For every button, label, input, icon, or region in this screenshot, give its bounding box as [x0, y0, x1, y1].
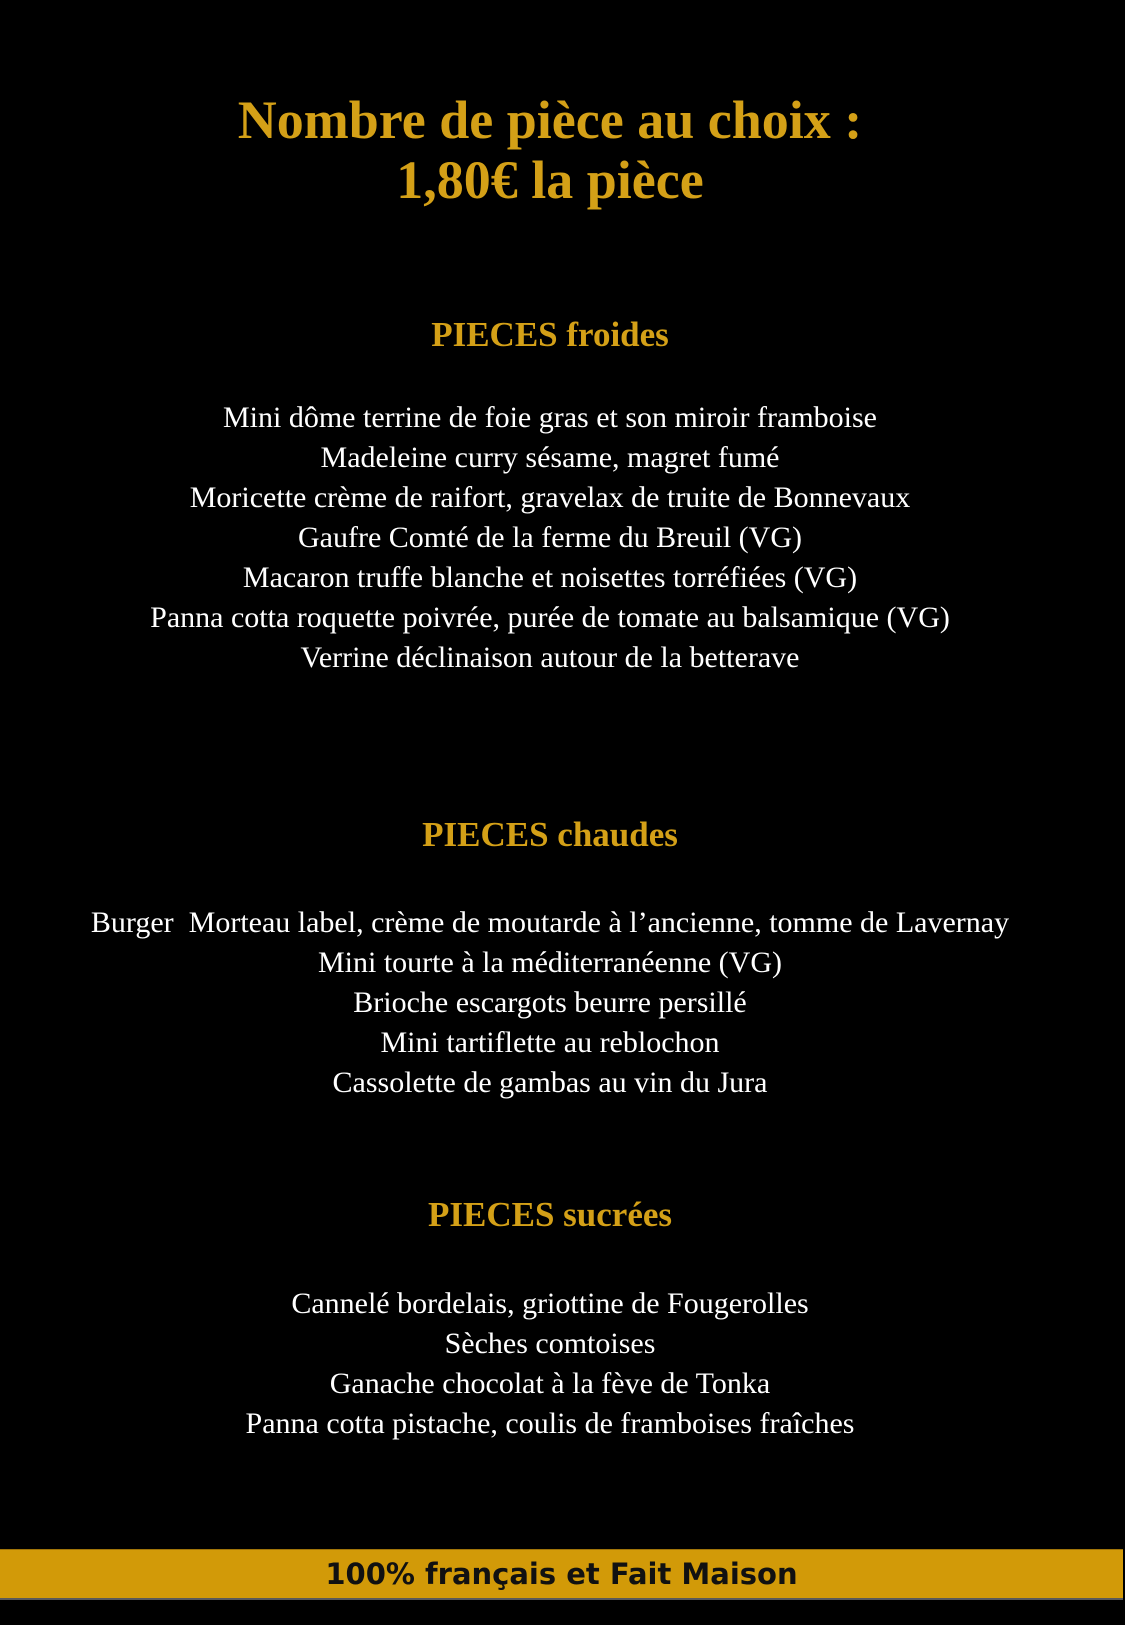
section-title-chaudes: PIECES chaudes: [422, 815, 678, 854]
list-item: Sèches comtoises: [444, 1327, 656, 1360]
title-line-1: Nombre de pièce au choix :: [237, 90, 863, 150]
list-item: Burger Morteau label, crème de moutarde à l’ancienne, tomme de Lavernay: [90, 906, 1010, 939]
list-item: Mini dôme terrine de foie gras et son miroir framboise: [223, 401, 877, 434]
list-item: Mini tartiflette au reblochon: [380, 1026, 720, 1059]
title-line-2: 1,80€ la pièce: [396, 150, 704, 210]
section-title-sucrees: PIECES sucrées: [427, 1195, 673, 1234]
section-list-froides: [0, 398, 1100, 678]
section-list-sucrees: [0, 1284, 1100, 1444]
list-item: Cannelé bordelais, griottine de Fougerolles: [291, 1287, 809, 1320]
list-item: Panna cotta pistache, coulis de framboises fraîches: [245, 1407, 855, 1440]
section-title-froides: PIECES froides: [431, 315, 669, 354]
list-item: Brioche escargots beurre persillé: [353, 986, 747, 1019]
list-item: Mini tourte à la méditerranéenne (VG): [318, 946, 782, 979]
list-item: Macaron truffe blanche et noisettes torréfiées (VG): [242, 561, 858, 594]
list-item: Cassolette de gambas au vin du Jura: [332, 1066, 768, 1099]
list-item: Madeleine curry sésame, magret fumé: [320, 441, 780, 474]
list-item: Moricette crème de raifort, gravelax de truite de Bonnevaux: [189, 481, 911, 514]
list-item: Ganache chocolat à la fève de Tonka: [329, 1367, 771, 1400]
list-item: Panna cotta roquette poivrée, purée de tomate au balsamique (VG): [150, 601, 950, 634]
fait-maison-banner: 100% français et Fait Maison: [0, 1549, 1123, 1600]
list-item: Gaufre Comté de la ferme du Breuil (VG): [298, 521, 802, 554]
list-item: Verrine déclinaison autour de la betterave: [300, 641, 800, 674]
section-list-chaudes: [0, 903, 1100, 1103]
page-title: [0, 90, 1100, 210]
